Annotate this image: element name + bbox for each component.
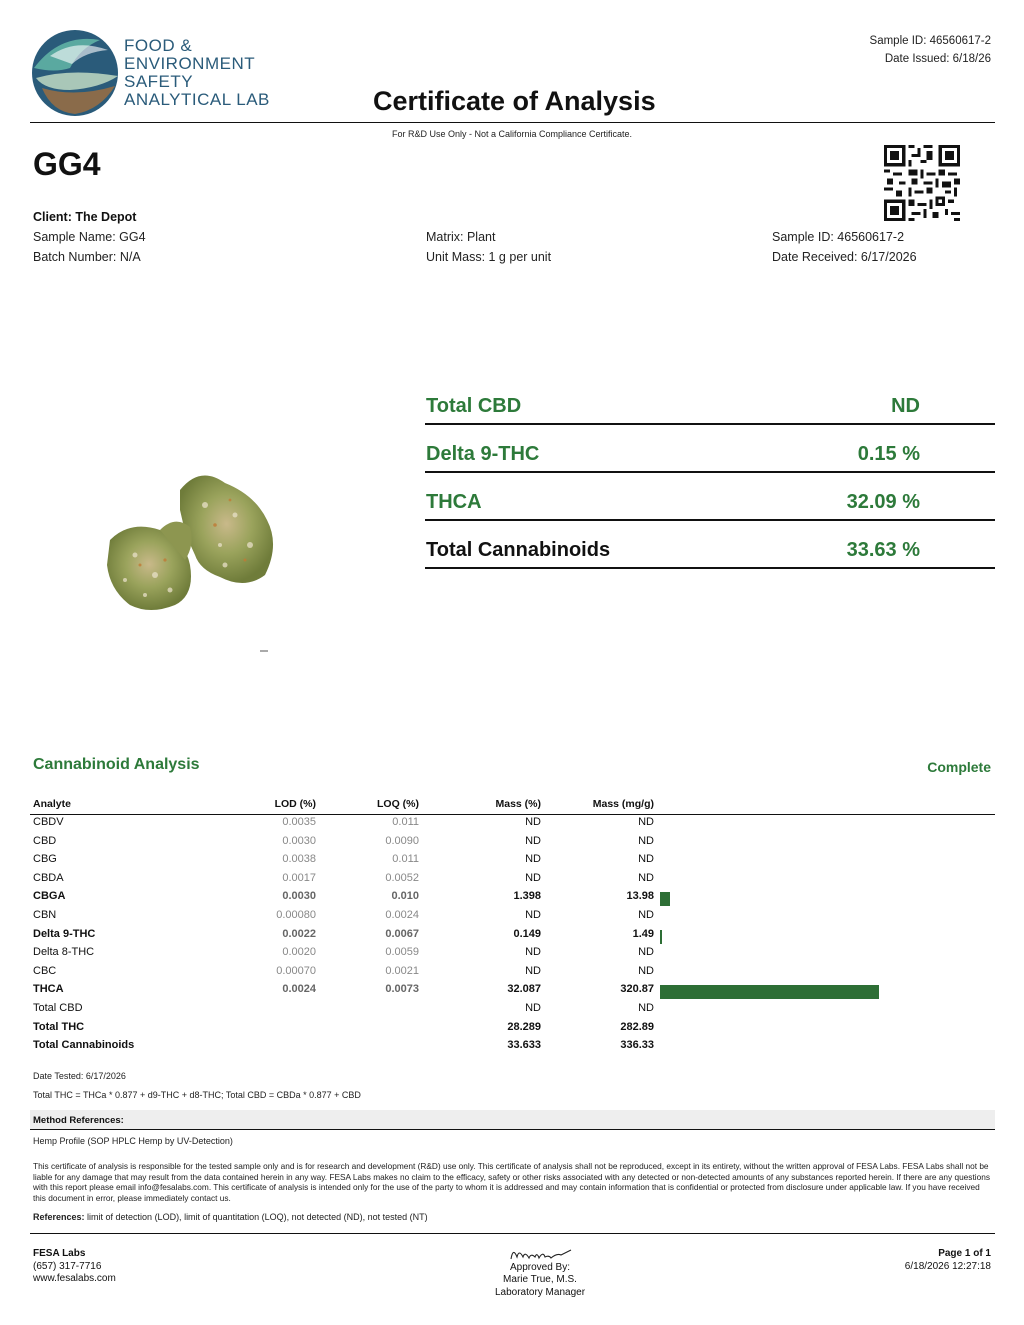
- mass-bar: [660, 892, 670, 906]
- mass-mg-cell: ND: [638, 871, 654, 884]
- lod-cell: 0.0024: [282, 983, 316, 996]
- page-number: Page 1 of 1: [938, 1248, 991, 1259]
- footer-lab: [33, 1248, 116, 1286]
- mass-cell: ND: [525, 909, 541, 921]
- analyte-cell: Delta 9-THC: [33, 927, 96, 940]
- lab-phone[interactable]: (657) 317-7716: [33, 1260, 102, 1272]
- mass-mg-cell: 320.87: [620, 983, 654, 996]
- header-analyte: Analyte: [33, 798, 71, 810]
- table-row: [30, 853, 995, 872]
- table-row: [30, 835, 995, 854]
- mass-mg-cell: ND: [638, 816, 654, 828]
- loq-cell: 0.0073: [385, 983, 419, 996]
- matrix-info: [426, 227, 551, 267]
- unit-mass: Unit Mass: 1 g per unit: [426, 250, 552, 264]
- status-badge: Complete: [927, 759, 991, 775]
- lab-website[interactable]: www.fesalabs.com: [33, 1273, 116, 1284]
- lod-cell: 0.0020: [282, 946, 316, 959]
- mass-mg-cell: 13.98: [626, 890, 654, 903]
- header-lod: LOD (%): [274, 798, 316, 810]
- summary-row: [425, 473, 995, 521]
- table-row: [30, 1039, 995, 1058]
- loq-cell: 0.0090: [385, 834, 419, 847]
- header-loq: LOQ (%): [377, 798, 419, 810]
- summary-value: 32.09 %: [846, 491, 920, 513]
- analyte-cell: CBDV: [33, 816, 64, 828]
- table-row: [30, 890, 995, 909]
- approver-title: Laboratory Manager: [494, 1286, 586, 1298]
- header-mass-mg: Mass (mg/g): [592, 798, 654, 810]
- lod-cell: 0.0030: [282, 834, 316, 847]
- summary-row: [425, 425, 995, 473]
- loq-cell: 0.0052: [385, 871, 419, 884]
- product-image: [105, 465, 285, 660]
- loq-cell: 0.0067: [385, 927, 419, 940]
- loq-cell: 0.0021: [385, 964, 419, 977]
- mass-cell: 1.398: [513, 890, 541, 903]
- lod-cell: 0.0022: [282, 927, 316, 940]
- header-meta: [870, 32, 991, 68]
- header-sample-id: Sample ID: 46560617-2: [869, 35, 991, 47]
- method-text: Hemp Profile (SOP HPLC Hemp by UV-Detection): [33, 1136, 233, 1146]
- loq-cell: 0.011: [392, 853, 419, 866]
- sample-id: Sample ID: 46560617-2: [772, 230, 905, 244]
- references-text: limit of detection (LOD), limit of quantitation (LOQ), not detected (ND), not tested (NT): [84, 1212, 428, 1222]
- analyte-cell: CBGA: [33, 890, 66, 903]
- summary-row: [425, 521, 995, 569]
- logo-line-4: ANALYTICAL LAB: [124, 90, 270, 109]
- mass-cell: 33.633: [507, 1039, 541, 1052]
- summary-label: Total CBD: [426, 395, 522, 417]
- mass-mg-cell: ND: [638, 909, 654, 921]
- date-received: Date Received: 6/17/2026: [772, 250, 917, 264]
- table-row: [30, 1021, 995, 1040]
- disclaimer: This certificate of analysis is responsible for the tested sample only and is for research and development (R&D) use only. This certificate of analysis shall not be reproduced, except in its entirety, without the written approval of FESA Labs. FESA Labs shall not be liable for any damage that may result from the data contained herein in any way. FESA Labs makes no claim to the efficacy, safety or other risks associated with any detected or non-detected amounts of any substances reported herein. If there are any questions with this report please email info@fesalabs.com. This certificate of analysis is intended only for the use of the party to whom it is addressed and may contain information that is confidential or protected from disclosure under applicable law. If you have received this document in error, please immediately contact us.: [33, 1161, 990, 1203]
- analyte-cell: Total THC: [33, 1020, 85, 1033]
- approved-by: Approved By:: [509, 1262, 571, 1273]
- mass-mg-cell: ND: [638, 834, 654, 847]
- matrix: Matrix: Plant: [426, 230, 496, 244]
- logo-line-3: SAFETY: [124, 72, 194, 91]
- loq-cell: 0.0024: [385, 909, 419, 921]
- mass-cell: 0.149: [513, 927, 541, 940]
- table-row: [30, 1002, 995, 1021]
- table-row: [30, 946, 995, 965]
- footer-page-info: [905, 1248, 991, 1273]
- summary-label: THCA: [426, 491, 482, 513]
- sample-name: Sample Name: GG4: [33, 230, 146, 244]
- summary-value: ND: [891, 395, 920, 417]
- analyte-cell: CBN: [33, 909, 57, 921]
- summary-value: 33.63 %: [846, 539, 920, 561]
- analyte-cell: Total CBD: [33, 1002, 83, 1014]
- qr-code-icon[interactable]: [884, 145, 960, 221]
- mass-mg-cell: ND: [638, 1002, 654, 1014]
- header-divider: [30, 122, 995, 123]
- analyte-cell: THCA: [33, 983, 64, 996]
- table-row: [30, 816, 995, 835]
- mass-bar: [660, 930, 662, 944]
- loq-cell: 0.011: [392, 816, 419, 828]
- mass-cell: 32.087: [507, 983, 541, 996]
- logo-wordmark: [124, 37, 270, 109]
- analyte-cell: Delta 8-THC: [33, 946, 95, 959]
- method-heading: Method References:: [33, 1115, 124, 1126]
- batch-number: Batch Number: N/A: [33, 250, 141, 264]
- table-row: [30, 909, 995, 928]
- header-date-issued: Date Issued: 6/18/26: [884, 53, 991, 65]
- logo-line-1: FOOD &: [124, 36, 193, 55]
- section-title: Cannabinoid Analysis: [33, 756, 200, 773]
- document-title: Certificate of Analysis: [373, 86, 656, 116]
- table-row: [30, 965, 995, 984]
- references-label: References:: [33, 1212, 85, 1222]
- analyte-cell: Total Cannabinoids: [33, 1039, 135, 1052]
- table-row: [30, 872, 995, 891]
- approval: [430, 1262, 650, 1299]
- analyte-cell: CBC: [33, 964, 57, 977]
- loq-cell: 0.0059: [385, 946, 419, 959]
- header-mass: Mass (%): [495, 798, 541, 810]
- approver-name: Marie True, M.S.: [503, 1274, 577, 1286]
- loq-cell: 0.010: [391, 890, 419, 903]
- report-timestamp: 6/18/2026 12:27:18: [904, 1260, 991, 1272]
- lod-cell: 0.00070: [276, 964, 316, 977]
- references: [33, 1212, 428, 1222]
- mass-mg-cell: 282.89: [620, 1020, 654, 1033]
- client-info: [33, 207, 146, 267]
- total-formula: Total THC = THCa * 0.877 + d9-THC + d8-THC; Total CBD = CBDa * 0.877 + CBD: [33, 1090, 361, 1100]
- summary-label: Total Cannabinoids: [426, 539, 611, 561]
- analyte-cell: CBG: [33, 853, 57, 866]
- table-row: [30, 983, 995, 1002]
- mass-cell: ND: [525, 946, 541, 959]
- lab-logo: [30, 28, 120, 118]
- mass-bar: [660, 985, 879, 999]
- date-tested: Date Tested: 6/17/2026: [33, 1071, 126, 1081]
- lod-cell: 0.0035: [282, 816, 316, 828]
- lod-cell: 0.0030: [282, 890, 316, 903]
- mass-mg-cell: ND: [638, 853, 654, 866]
- mass-cell: ND: [525, 853, 541, 866]
- mass-cell: 28.289: [507, 1020, 541, 1033]
- product-name: GG4: [33, 146, 101, 182]
- mass-cell: ND: [525, 1002, 541, 1014]
- mass-mg-cell: ND: [638, 964, 654, 977]
- rd-use-note: For R&D Use Only - Not a California Compliance Certificate.: [391, 129, 633, 139]
- method-references-bar: [30, 1110, 995, 1130]
- logo-line-2: ENVIRONMENT: [124, 54, 256, 73]
- lab-name: FESA Labs: [33, 1248, 86, 1259]
- lod-cell: 0.00080: [276, 909, 316, 921]
- lod-cell: 0.0017: [282, 871, 316, 884]
- mass-mg-cell: 1.49: [632, 927, 654, 940]
- lod-cell: 0.0038: [282, 853, 316, 866]
- sample-info: [772, 227, 917, 267]
- summary-value: 0.15 %: [857, 443, 920, 465]
- table-header: [30, 798, 995, 815]
- table-row: [30, 928, 995, 947]
- analyte-cell: CBD: [33, 834, 57, 847]
- mass-cell: ND: [525, 816, 541, 828]
- footer-divider: [30, 1233, 995, 1234]
- client-name: Client: The Depot: [33, 210, 137, 224]
- summary-row: [425, 377, 995, 425]
- analyte-cell: CBDA: [33, 871, 64, 884]
- mass-cell: ND: [525, 871, 541, 884]
- mass-mg-cell: ND: [638, 946, 654, 959]
- mass-cell: ND: [525, 964, 541, 977]
- mass-mg-cell: 336.33: [620, 1039, 654, 1052]
- mass-cell: ND: [525, 834, 541, 847]
- summary-label: Delta 9-THC: [426, 443, 540, 465]
